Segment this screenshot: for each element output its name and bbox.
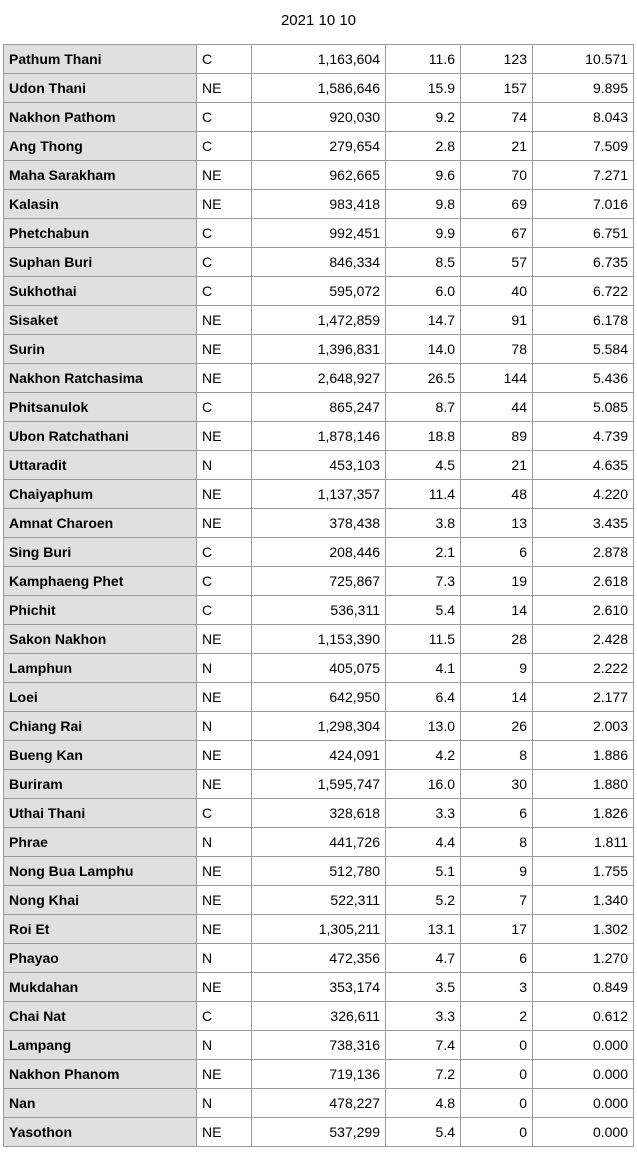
rate-cell: 0.612 (533, 1002, 634, 1031)
table-row (4, 161, 634, 190)
population-ratio-cell: 2.1 (386, 538, 461, 567)
population-cell: 208,446 (252, 538, 386, 567)
province-name-cell: Sisaket (4, 306, 197, 335)
population-ratio-cell: 13.0 (386, 712, 461, 741)
table-row (4, 422, 634, 451)
province-name-cell: Nong Khai (4, 886, 197, 915)
table-row (4, 509, 634, 538)
province-name-cell: Buriram (4, 770, 197, 799)
count-cell: 48 (461, 480, 533, 509)
region-cell: NE (197, 857, 252, 886)
count-cell: 6 (461, 799, 533, 828)
table-row (4, 45, 634, 74)
population-ratio-cell: 9.6 (386, 161, 461, 190)
region-cell: NE (197, 1118, 252, 1147)
region-cell: NE (197, 364, 252, 393)
count-cell: 78 (461, 335, 533, 364)
count-cell: 6 (461, 538, 533, 567)
count-cell: 26 (461, 712, 533, 741)
rate-cell: 6.178 (533, 306, 634, 335)
count-cell: 30 (461, 770, 533, 799)
province-name-cell: Sing Buri (4, 538, 197, 567)
table-row (4, 74, 634, 103)
count-cell: 13 (461, 509, 533, 538)
count-cell: 21 (461, 132, 533, 161)
rate-cell: 1.826 (533, 799, 634, 828)
count-cell: 67 (461, 219, 533, 248)
rate-cell: 4.220 (533, 480, 634, 509)
region-cell: C (197, 277, 252, 306)
count-cell: 19 (461, 567, 533, 596)
population-ratio-cell: 4.4 (386, 828, 461, 857)
count-cell: 28 (461, 625, 533, 654)
region-cell: NE (197, 422, 252, 451)
table-row (4, 596, 634, 625)
population-ratio-cell: 6.0 (386, 277, 461, 306)
rate-cell: 6.751 (533, 219, 634, 248)
population-cell: 1,396,831 (252, 335, 386, 364)
table-row (4, 1089, 634, 1118)
population-ratio-cell: 5.4 (386, 1118, 461, 1147)
province-name-cell: Kalasin (4, 190, 197, 219)
province-name-cell: Uthai Thani (4, 799, 197, 828)
population-ratio-cell: 9.9 (386, 219, 461, 248)
rate-cell: 7.016 (533, 190, 634, 219)
province-name-cell: Pathum Thani (4, 45, 197, 74)
population-cell: 738,316 (252, 1031, 386, 1060)
rate-cell: 1.302 (533, 915, 634, 944)
rate-cell: 2.618 (533, 567, 634, 596)
count-cell: 21 (461, 451, 533, 480)
table-row (4, 1118, 634, 1147)
population-ratio-cell: 2.8 (386, 132, 461, 161)
region-cell: C (197, 596, 252, 625)
province-name-cell: Phayao (4, 944, 197, 973)
rate-cell: 0.000 (533, 1060, 634, 1089)
population-ratio-cell: 3.3 (386, 799, 461, 828)
rate-cell: 4.739 (533, 422, 634, 451)
rate-cell: 1.880 (533, 770, 634, 799)
rate-cell: 2.610 (533, 596, 634, 625)
region-cell: C (197, 393, 252, 422)
province-name-cell: Loei (4, 683, 197, 712)
population-cell: 2,648,927 (252, 364, 386, 393)
region-cell: NE (197, 741, 252, 770)
rate-cell: 7.271 (533, 161, 634, 190)
population-cell: 1,137,357 (252, 480, 386, 509)
population-cell: 478,227 (252, 1089, 386, 1118)
province-name-cell: Maha Sarakham (4, 161, 197, 190)
population-ratio-cell: 5.1 (386, 857, 461, 886)
population-cell: 279,654 (252, 132, 386, 161)
province-name-cell: Lampang (4, 1031, 197, 1060)
rate-cell: 8.043 (533, 103, 634, 132)
population-cell: 441,726 (252, 828, 386, 857)
population-ratio-cell: 14.7 (386, 306, 461, 335)
province-name-cell: Suphan Buri (4, 248, 197, 277)
count-cell: 57 (461, 248, 533, 277)
population-cell: 537,299 (252, 1118, 386, 1147)
rate-cell: 10.571 (533, 45, 634, 74)
table-row (4, 248, 634, 277)
table-row (4, 277, 634, 306)
province-name-cell: Nan (4, 1089, 197, 1118)
table-row (4, 886, 634, 915)
province-name-cell: Nong Bua Lamphu (4, 857, 197, 886)
region-cell: C (197, 132, 252, 161)
table-row (4, 799, 634, 828)
province-name-cell: Chaiyaphum (4, 480, 197, 509)
table-row (4, 915, 634, 944)
count-cell: 3 (461, 973, 533, 1002)
rate-cell: 2.878 (533, 538, 634, 567)
population-cell: 1,586,646 (252, 74, 386, 103)
population-ratio-cell: 9.8 (386, 190, 461, 219)
region-cell: N (197, 1089, 252, 1118)
region-cell: NE (197, 161, 252, 190)
province-name-cell: Mukdahan (4, 973, 197, 1002)
population-ratio-cell: 8.5 (386, 248, 461, 277)
population-ratio-cell: 5.4 (386, 596, 461, 625)
table-row (4, 828, 634, 857)
rate-cell: 2.222 (533, 654, 634, 683)
count-cell: 2 (461, 1002, 533, 1031)
rate-cell: 6.722 (533, 277, 634, 306)
population-ratio-cell: 9.2 (386, 103, 461, 132)
region-cell: NE (197, 335, 252, 364)
rate-cell: 6.735 (533, 248, 634, 277)
count-cell: 0 (461, 1089, 533, 1118)
rate-cell: 9.895 (533, 74, 634, 103)
table-row (4, 857, 634, 886)
population-cell: 536,311 (252, 596, 386, 625)
population-cell: 1,305,211 (252, 915, 386, 944)
population-ratio-cell: 8.7 (386, 393, 461, 422)
table-row (4, 480, 634, 509)
table-row (4, 625, 634, 654)
population-ratio-cell: 3.8 (386, 509, 461, 538)
rate-cell: 7.509 (533, 132, 634, 161)
page-title: 2021 10 10 (280, 12, 357, 29)
region-cell: NE (197, 973, 252, 1002)
province-name-cell: Sakon Nakhon (4, 625, 197, 654)
population-cell: 512,780 (252, 857, 386, 886)
table-row (4, 654, 634, 683)
province-name-cell: Phitsanulok (4, 393, 197, 422)
rate-cell: 0.000 (533, 1118, 634, 1147)
population-ratio-cell: 4.5 (386, 451, 461, 480)
population-ratio-cell: 6.4 (386, 683, 461, 712)
population-ratio-cell: 3.5 (386, 973, 461, 1002)
count-cell: 144 (461, 364, 533, 393)
region-cell: C (197, 1002, 252, 1031)
region-cell: N (197, 451, 252, 480)
province-name-cell: Chai Nat (4, 1002, 197, 1031)
count-cell: 89 (461, 422, 533, 451)
table-row (4, 393, 634, 422)
population-cell: 1,472,859 (252, 306, 386, 335)
province-name-cell: Udon Thani (4, 74, 197, 103)
province-name-cell: Yasothon (4, 1118, 197, 1147)
region-cell: N (197, 1031, 252, 1060)
province-name-cell: Nakhon Phanom (4, 1060, 197, 1089)
population-cell: 983,418 (252, 190, 386, 219)
table-row (4, 712, 634, 741)
population-cell: 353,174 (252, 973, 386, 1002)
province-name-cell: Ubon Ratchathani (4, 422, 197, 451)
population-ratio-cell: 4.8 (386, 1089, 461, 1118)
count-cell: 14 (461, 596, 533, 625)
count-cell: 123 (461, 45, 533, 74)
province-name-cell: Phichit (4, 596, 197, 625)
province-name-cell: Uttaradit (4, 451, 197, 480)
count-cell: 14 (461, 683, 533, 712)
population-ratio-cell: 15.9 (386, 74, 461, 103)
count-cell: 0 (461, 1060, 533, 1089)
table-row (4, 770, 634, 799)
population-ratio-cell: 18.8 (386, 422, 461, 451)
population-cell: 1,298,304 (252, 712, 386, 741)
table-row (4, 219, 634, 248)
population-cell: 424,091 (252, 741, 386, 770)
count-cell: 74 (461, 103, 533, 132)
population-ratio-cell: 7.4 (386, 1031, 461, 1060)
count-cell: 8 (461, 828, 533, 857)
region-cell: C (197, 567, 252, 596)
count-cell: 7 (461, 886, 533, 915)
rate-cell: 1.270 (533, 944, 634, 973)
province-name-cell: Roi Et (4, 915, 197, 944)
region-cell: NE (197, 509, 252, 538)
region-cell: C (197, 538, 252, 567)
region-cell: NE (197, 886, 252, 915)
table-row (4, 944, 634, 973)
population-ratio-cell: 11.4 (386, 480, 461, 509)
province-name-cell: Bueng Kan (4, 741, 197, 770)
province-name-cell: Phrae (4, 828, 197, 857)
population-cell: 1,595,747 (252, 770, 386, 799)
table-body (4, 45, 634, 1147)
count-cell: 40 (461, 277, 533, 306)
count-cell: 0 (461, 1118, 533, 1147)
region-cell: NE (197, 306, 252, 335)
table-row (4, 335, 634, 364)
rate-cell: 4.635 (533, 451, 634, 480)
count-cell: 9 (461, 857, 533, 886)
rate-cell: 3.435 (533, 509, 634, 538)
population-ratio-cell: 3.3 (386, 1002, 461, 1031)
rate-cell: 0.000 (533, 1031, 634, 1060)
population-ratio-cell: 16.0 (386, 770, 461, 799)
region-cell: NE (197, 683, 252, 712)
population-ratio-cell: 11.5 (386, 625, 461, 654)
region-cell: N (197, 944, 252, 973)
rate-cell: 2.003 (533, 712, 634, 741)
population-cell: 719,136 (252, 1060, 386, 1089)
region-cell: NE (197, 915, 252, 944)
rate-cell: 0.849 (533, 973, 634, 1002)
population-cell: 642,950 (252, 683, 386, 712)
population-cell: 522,311 (252, 886, 386, 915)
rate-cell: 5.085 (533, 393, 634, 422)
province-name-cell: Amnat Charoen (4, 509, 197, 538)
table-row (4, 741, 634, 770)
population-cell: 378,438 (252, 509, 386, 538)
rate-cell: 0.000 (533, 1089, 634, 1118)
population-cell: 453,103 (252, 451, 386, 480)
table-row (4, 567, 634, 596)
region-cell: NE (197, 1060, 252, 1089)
population-ratio-cell: 13.1 (386, 915, 461, 944)
region-cell: NE (197, 770, 252, 799)
population-cell: 595,072 (252, 277, 386, 306)
rate-cell: 2.177 (533, 683, 634, 712)
region-cell: NE (197, 74, 252, 103)
population-cell: 328,618 (252, 799, 386, 828)
table-row (4, 683, 634, 712)
province-name-cell: Nakhon Pathom (4, 103, 197, 132)
population-cell: 865,247 (252, 393, 386, 422)
population-cell: 992,451 (252, 219, 386, 248)
table-row (4, 1002, 634, 1031)
province-name-cell: Nakhon Ratchasima (4, 364, 197, 393)
table-row (4, 973, 634, 1002)
count-cell: 0 (461, 1031, 533, 1060)
region-cell: C (197, 248, 252, 277)
rate-cell: 1.340 (533, 886, 634, 915)
population-cell: 326,611 (252, 1002, 386, 1031)
rate-cell: 2.428 (533, 625, 634, 654)
province-name-cell: Kamphaeng Phet (4, 567, 197, 596)
region-cell: C (197, 103, 252, 132)
table-row (4, 1060, 634, 1089)
region-cell: C (197, 219, 252, 248)
population-ratio-cell: 4.7 (386, 944, 461, 973)
region-cell: N (197, 828, 252, 857)
population-cell: 472,356 (252, 944, 386, 973)
province-name-cell: Surin (4, 335, 197, 364)
population-cell: 405,075 (252, 654, 386, 683)
rate-cell: 1.755 (533, 857, 634, 886)
province-name-cell: Phetchabun (4, 219, 197, 248)
population-ratio-cell: 11.6 (386, 45, 461, 74)
table-row (4, 190, 634, 219)
region-cell: NE (197, 480, 252, 509)
table-row (4, 132, 634, 161)
count-cell: 70 (461, 161, 533, 190)
rate-cell: 1.811 (533, 828, 634, 857)
rate-cell: 5.584 (533, 335, 634, 364)
count-cell: 69 (461, 190, 533, 219)
population-cell: 962,665 (252, 161, 386, 190)
count-cell: 91 (461, 306, 533, 335)
region-cell: N (197, 654, 252, 683)
population-cell: 1,878,146 (252, 422, 386, 451)
population-cell: 1,153,390 (252, 625, 386, 654)
population-ratio-cell: 26.5 (386, 364, 461, 393)
table-row (4, 103, 634, 132)
province-name-cell: Chiang Rai (4, 712, 197, 741)
table-row (4, 1031, 634, 1060)
province-table (3, 44, 634, 1147)
rate-cell: 1.886 (533, 741, 634, 770)
population-cell: 725,867 (252, 567, 386, 596)
region-cell: C (197, 799, 252, 828)
rate-cell: 5.436 (533, 364, 634, 393)
population-ratio-cell: 7.2 (386, 1060, 461, 1089)
population-ratio-cell: 4.1 (386, 654, 461, 683)
count-cell: 6 (461, 944, 533, 973)
region-cell: NE (197, 625, 252, 654)
population-cell: 920,030 (252, 103, 386, 132)
province-name-cell: Sukhothai (4, 277, 197, 306)
count-cell: 8 (461, 741, 533, 770)
table-row (4, 306, 634, 335)
population-ratio-cell: 5.2 (386, 886, 461, 915)
count-cell: 44 (461, 393, 533, 422)
province-name-cell: Lamphun (4, 654, 197, 683)
region-cell: C (197, 45, 252, 74)
population-ratio-cell: 4.2 (386, 741, 461, 770)
count-cell: 9 (461, 654, 533, 683)
table-row (4, 364, 634, 393)
count-cell: 157 (461, 74, 533, 103)
population-ratio-cell: 14.0 (386, 335, 461, 364)
count-cell: 17 (461, 915, 533, 944)
region-cell: N (197, 712, 252, 741)
province-name-cell: Ang Thong (4, 132, 197, 161)
population-cell: 846,334 (252, 248, 386, 277)
population-ratio-cell: 7.3 (386, 567, 461, 596)
population-cell: 1,163,604 (252, 45, 386, 74)
table-row (4, 538, 634, 567)
region-cell: NE (197, 190, 252, 219)
table-row (4, 451, 634, 480)
